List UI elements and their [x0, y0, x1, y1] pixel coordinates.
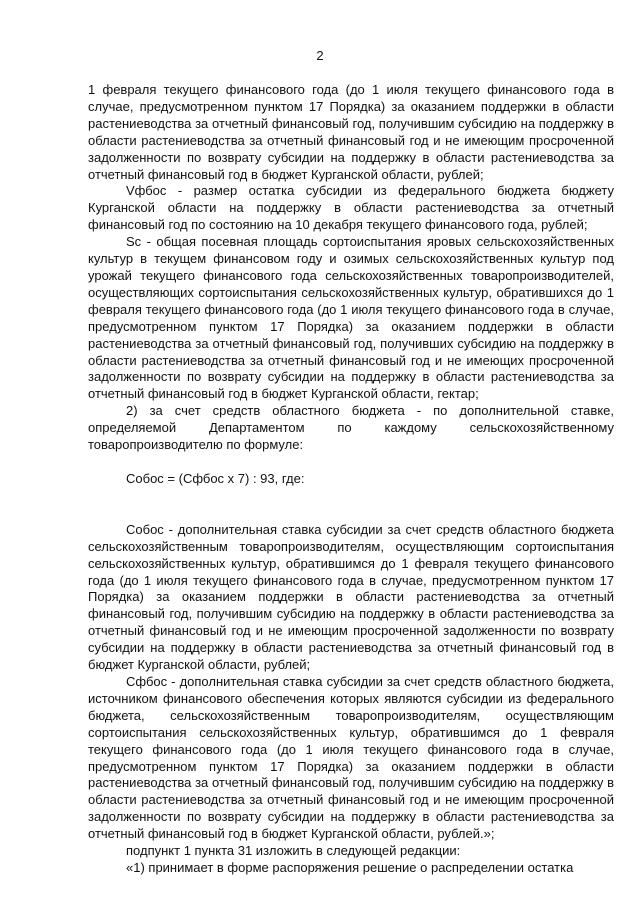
paragraph-regional-budget-rate: 2) за счет средств областного бюджета - по дополнительной ставке, определяемой Департаментом по каждому сельскохозяйственному товаропроизводителю по формуле:: [88, 403, 614, 453]
paragraph-sobos-definition: Cобос - дополнительная ставка субсидии за счет средств областного бюджета сельскохозяйственным товаропроизводителям, осуществляющим сортоиспытания сельскохозяйственных культур, обратившимся до 1 февраля текущего финансового года (до 1 июля текущего финансового года в случае, предусмотренном пунктом 17 Порядка) за оказанием поддержки в области растениеводства за отчетный финансовый год, получившим субсидию на поддержку в области растениеводства за отчетный финансовый год и не имеющим просроченной задолженности по возврату субсидии на поддержку в области растениеводства за отчетный финансовый год в бюджет Курганской области, рублей;: [88, 521, 614, 673]
formula: Cобос = (Cфбос х 7) : 93, где:: [126, 470, 305, 486]
page-number: 2: [316, 48, 324, 63]
paragraph-vfbos-definition: Vфбос - размер остатка субсидии из федерального бюджета бюджету Курганской области на поддержку в области растениеводства за отчетный финансовый год по состоянию на 10 декабря текущего финансового года, рублей;: [88, 183, 614, 233]
paragraph-sc-definition: Sc - общая посевная площадь сортоиспытания яровых сельскохозяйственных культур в текущем финансовом году и озимых сельскохозяйственных культур под урожай текущего финансового года сельскохозяйственных товаропроизводителей, осуществляющих сортоиспытания сельскохозяйственных культур, обратившихся до 1 февраля текущего финансового года (до 1 июля текущего финансового года в случае, предусмотренном пунктом 17 Порядка) за оказанием поддержки в области растениеводства за отчетный финансовый год, получивших субсидию на поддержку в области растениеводства за отчетный финансовый год и не имеющих просроченной задолженности по возврату субсидии на поддержку в области растениеводства за отчетный финансовый год в бюджет Курганской области, гектар;: [88, 234, 614, 402]
paragraph-amendment-text: «1) принимает в форме распоряжения решение о распределении остатка: [126, 859, 574, 875]
paragraph-amendment-intro: подпункт 1 пункта 31 изложить в следующей редакции:: [126, 843, 461, 859]
paragraph-continuation: 1 февраля текущего финансового года (до 1 июля текущего финансового года в случае, предусмотренном пунктом 17 Порядка) за оказанием поддержки в области растениеводства за отчетный финансовый год, получившим субсидию на поддержку в области растениеводства за отчетный финансовый год и не имеющим просроченной задолженности по возврату субсидии на поддержку в области растениеводства за отчетный финансовый год в бюджет Курганской области, рублей;: [88, 82, 614, 182]
paragraph-sfbos-definition: Cфбос - дополнительная ставка субсидии за счет средств областного бюджета, источником финансового обеспечения которых являются субсидии из федерального бюджета, сельскохозяйственным товаропроизводителям, осуществляющим сортоиспытания сельскохозяйственных культур, обратившимся до 1 февраля текущего финансового года (до 1 июля текущего финансового года в случае, предусмотренном пунктом 17 Порядка) за оказанием поддержки в области растениеводства за отчетный финансовый год, получившим субсидию на поддержку в области растениеводства за отчетный финансовый год и не имеющим просроченной задолженности по возврату субсидии на поддержку в области растениеводства за отчетный финансовый год в бюджет Курганской области, рублей.»;: [88, 674, 614, 842]
document-body: [88, 82, 614, 877]
